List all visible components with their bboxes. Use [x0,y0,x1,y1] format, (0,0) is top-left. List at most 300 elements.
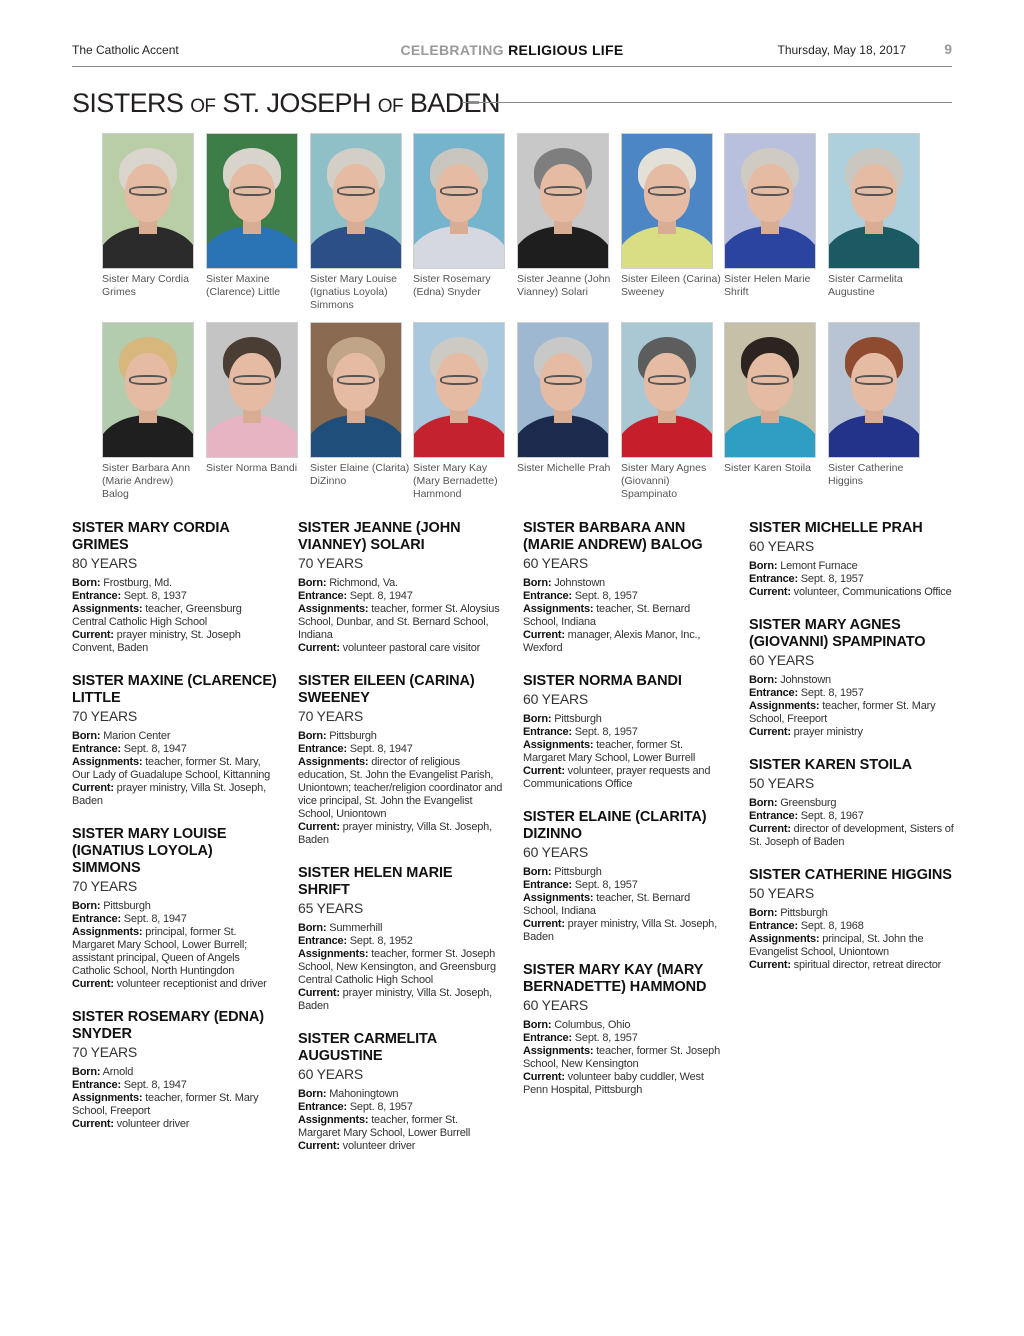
sister-name: SISTER MARY KAY (MARY BERNADETTE) HAMMOND [523,962,707,995]
assignments-label: Assignments: [72,1092,143,1104]
assignments-value: teacher, former St. Margaret Mary School, Lower Burrell [523,739,696,764]
born-value: Pittsburgh [554,866,602,878]
years-of-service: 60 YEARS [523,844,589,860]
portrait [621,133,721,299]
current-row [298,1140,503,1153]
entrance-label: Entrance: [749,687,798,699]
born-row [72,730,277,743]
entrance-row [72,1079,277,1092]
assignments-value: director of religious education, St. John the Evangelist Parish, Uniontown; teacher/religion coordinator and vice principal, St. John the Evangelist School, Uniontown [298,756,503,820]
current-label: Current: [72,1118,114,1130]
portrait-photo [206,322,298,458]
sister-entry [72,673,277,808]
born-value: Greensburg [780,797,837,809]
current-value: prayer ministry, Villa St. Joseph, Baden [298,987,492,1012]
current-value: manager, Alexis Manor, Inc., Wexford [523,629,701,654]
assignments-row [298,1114,503,1140]
glasses-icon [337,186,375,196]
portrait-photo [413,322,505,458]
portrait-photo [310,133,402,269]
sister-entry [749,617,954,739]
years-of-service: 50 YEARS [749,885,815,901]
sister-entry [523,962,728,1097]
assignments-row [749,700,954,726]
current-row [749,959,954,972]
glasses-icon [440,375,478,385]
born-row [749,560,954,573]
entrance-row [749,810,954,823]
entrance-label: Entrance: [298,935,347,947]
portrait-caption: Sister Rosemary (Edna) Snyder [413,273,491,298]
portrait-photo [517,133,609,269]
portrait-caption: Sister Mary Agnes (Giovanni) Spampinato [621,462,707,500]
entrance-value: Sept. 8, 1947 [123,913,187,925]
entrance-value: Sept. 8, 1947 [349,743,413,755]
portrait-caption: Sister Norma Bandi [206,462,298,474]
born-label: Born: [749,674,778,686]
current-row [72,978,277,991]
entrance-label: Entrance: [523,879,572,891]
portrait-photo [724,133,816,269]
glasses-icon [233,375,271,385]
current-label: Current: [72,978,114,990]
assignments-row [72,603,277,629]
assignments-label: Assignments: [749,700,820,712]
assignments-label: Assignments: [523,1045,594,1057]
entrance-label: Entrance: [523,1032,572,1044]
current-value: volunteer driver [116,1118,190,1130]
assignments-value: principal, St. John the Evangelist School, Uniontown [749,933,924,958]
assignments-row [72,756,277,782]
born-row [749,907,954,920]
entrance-label: Entrance: [72,743,121,755]
current-row [72,629,277,655]
years-of-service: 70 YEARS [72,1044,138,1060]
current-value: prayer ministry [793,726,863,738]
portrait [517,322,617,475]
portrait [517,133,617,299]
current-label: Current: [72,782,114,794]
current-row [72,782,277,808]
born-row [298,577,503,590]
born-row [298,730,503,743]
entrance-row [523,1032,728,1045]
title-word: SISTERS [72,88,184,118]
assignments-label: Assignments: [72,756,143,768]
born-row [523,1019,728,1032]
sister-name: SISTER BARBARA ANN (MARIE ANDREW) BALOG [523,520,703,553]
entrance-value: Sept. 8, 1957 [574,879,638,891]
entrance-row [523,726,728,739]
assignments-row [523,1045,728,1071]
entrance-value: Sept. 8, 1957 [574,726,638,738]
sister-entry [298,865,503,1013]
current-row [523,765,728,791]
article-column [72,520,277,1149]
current-row [523,629,728,655]
entrance-row [298,1101,503,1114]
glasses-icon [337,375,375,385]
page-number: 9 [944,41,952,57]
assignments-label: Assignments: [523,892,594,904]
born-value: Johnstown [780,674,831,686]
assignments-label: Assignments: [298,603,369,615]
portrait-row [102,322,922,512]
sister-entry [298,1031,503,1153]
born-value: Frostburg, Md. [103,577,172,589]
assignments-value: principal, former St. Margaret Mary School, Lower Burrell; assistant principal, Queen of Angels Catholic School, North Huntingdon [72,926,247,977]
current-value: volunteer baby cuddler, West Penn Hospital, Pittsburgh [523,1071,704,1096]
page-title [72,88,500,119]
portrait-caption: Sister Mary Louise (Ignatius Loyola) Simmons [310,273,397,311]
born-value: Pittsburgh [329,730,377,742]
born-label: Born: [72,577,101,589]
assignments-value: teacher, former St. Joseph School, New Kensington [523,1045,721,1070]
entrance-label: Entrance: [72,590,121,602]
assignments-row [72,926,277,978]
issue-date: Thursday, May 18, 2017 [777,43,906,57]
years-of-service: 70 YEARS [72,708,138,724]
entrance-row [749,687,954,700]
title-word: OF [190,96,216,117]
entrance-label: Entrance: [749,573,798,585]
current-value: prayer ministry, Villa St. Joseph, Baden [523,918,717,943]
entrance-value: Sept. 8, 1957 [574,1032,638,1044]
portrait [828,322,928,488]
entrance-label: Entrance: [523,726,572,738]
assignments-label: Assignments: [749,933,820,945]
portrait [102,322,202,501]
sister-name: SISTER HELEN MARIE SHRIFT [298,865,453,898]
born-row [749,674,954,687]
glasses-icon [648,375,686,385]
portrait-row [102,133,922,323]
assignments-row [298,948,503,987]
assignments-value: teacher, Greensburg Central Catholic High School [72,603,242,628]
page-header [72,40,952,67]
current-value: volunteer, Communications Office [793,586,952,598]
current-value: volunteer, prayer requests and Communications Office [523,765,711,790]
sister-entry [749,520,954,599]
portrait-photo [102,133,194,269]
sister-name: SISTER KAREN STOILA [749,757,912,773]
current-value: prayer ministry, St. Joseph Convent, Baden [72,629,241,654]
assignments-label: Assignments: [298,948,369,960]
current-label: Current: [298,987,340,999]
portrait-photo [621,133,713,269]
current-row [749,823,954,849]
current-row [298,642,503,655]
assignments-row [523,739,728,765]
sister-name: SISTER MAXINE (CLARENCE) LITTLE [72,673,277,706]
assignments-value: teacher, former St. Mary School, Freeport [72,1092,259,1117]
glasses-icon [129,186,167,196]
portrait-caption: Sister Maxine (Clarence) Little [206,273,281,298]
current-value: prayer ministry, Villa St. Joseph, Baden [72,782,266,807]
sister-name: SISTER MARY LOUISE (IGNATIUS LOYOLA) SIMMONS [72,826,227,876]
assignments-label: Assignments: [72,926,143,938]
born-value: Summerhill [329,922,383,934]
sister-entry [298,673,503,847]
entrance-row [298,935,503,948]
born-row [72,900,277,913]
assignments-row [523,603,728,629]
portrait [828,133,928,299]
entrance-value: Sept. 8, 1957 [800,687,864,699]
entrance-value: Sept. 8, 1957 [800,573,864,585]
born-value: Marion Center [103,730,171,742]
assignments-row [749,933,954,959]
current-value: director of development, Sisters of St. Joseph of Baden [749,823,954,848]
born-value: Pittsburgh [103,900,151,912]
assignments-row [72,1092,277,1118]
born-row [523,866,728,879]
sister-name: SISTER MARY CORDIA GRIMES [72,520,230,553]
current-value: volunteer driver [342,1140,416,1152]
portrait-photo [828,322,920,458]
assignments-value: teacher, former St. Aloysius School, Dunbar, and St. Bernard School, Indiana [298,603,500,641]
glasses-icon [129,375,167,385]
entrance-label: Entrance: [749,810,798,822]
born-label: Born: [298,577,327,589]
born-label: Born: [749,907,778,919]
sister-name: SISTER CARMELITA AUGUSTINE [298,1031,437,1064]
entrance-value: Sept. 8, 1957 [574,590,638,602]
portrait-photo [621,322,713,458]
born-label: Born: [523,713,552,725]
glasses-icon [855,186,893,196]
current-value: volunteer pastoral care visitor [342,642,481,654]
current-row [749,726,954,739]
years-of-service: 50 YEARS [749,775,815,791]
assignments-label: Assignments: [298,756,369,768]
current-label: Current: [298,1140,340,1152]
born-row [523,713,728,726]
born-label: Born: [523,577,552,589]
sister-entry [72,1009,277,1131]
born-row [523,577,728,590]
current-label: Current: [523,629,565,641]
glasses-icon [648,186,686,196]
sister-name: SISTER CATHERINE HIGGINS [749,867,952,883]
current-row [523,918,728,944]
entrance-value: Sept. 8, 1947 [123,743,187,755]
entrance-row [523,590,728,603]
assignments-row [298,603,503,642]
current-row [298,821,503,847]
portrait-photo [310,322,402,458]
assignments-label: Assignments: [298,1114,369,1126]
section-title-bold: RELIGIOUS LIFE [508,42,624,58]
current-value: prayer ministry, Villa St. Joseph, Baden [298,821,492,846]
portrait [724,133,824,299]
current-row [298,987,503,1013]
years-of-service: 60 YEARS [749,538,815,554]
born-value: Richmond, Va. [329,577,398,589]
born-label: Born: [749,797,778,809]
current-row [72,1118,277,1131]
current-label: Current: [749,959,791,971]
entrance-row [749,920,954,933]
born-row [298,1088,503,1101]
current-label: Current: [749,586,791,598]
years-of-service: 65 YEARS [298,900,364,916]
born-label: Born: [749,560,778,572]
portrait-photo [102,322,194,458]
born-label: Born: [298,730,327,742]
glasses-icon [544,375,582,385]
current-label: Current: [298,642,340,654]
sister-entry [749,757,954,849]
sister-name: SISTER MICHELLE PRAH [749,520,923,536]
years-of-service: 70 YEARS [298,708,364,724]
assignments-value: teacher, former St. Mary, Our Lady of Guadalupe School, Kittanning [72,756,271,781]
portrait [413,133,513,299]
publication-name: The Catholic Accent [72,43,179,57]
born-value: Pittsburgh [554,713,602,725]
assignments-label: Assignments: [523,603,594,615]
entrance-label: Entrance: [72,1079,121,1091]
title-word: OF [377,96,403,117]
portrait-caption: Sister Mary Cordia Grimes [102,273,189,298]
title-word: BADEN [409,88,500,118]
portrait-photo [517,322,609,458]
sister-entry [523,809,728,944]
born-label: Born: [72,900,101,912]
sister-entry [523,673,728,791]
born-value: Pittsburgh [780,907,828,919]
portrait-photo [206,133,298,269]
title-word: ST. JOSEPH [222,88,371,118]
current-label: Current: [298,821,340,833]
sister-name: SISTER ROSEMARY (EDNA) SNYDER [72,1009,264,1042]
portrait-caption: Sister Jeanne (John Vianney) Solari [517,273,611,298]
portrait [206,322,306,475]
born-row [72,1066,277,1079]
sister-name: SISTER NORMA BANDI [523,673,682,689]
assignments-value: teacher, St. Bernard School, Indiana [523,603,691,628]
title-rule [462,102,952,103]
assignments-value: teacher, St. Bernard School, Indiana [523,892,691,917]
assignments-value: teacher, former St. Joseph School, New Kensington, and Greensburg Central Catholic High School [298,948,496,986]
entrance-label: Entrance: [749,920,798,932]
born-label: Born: [523,1019,552,1031]
entrance-value: Sept. 8, 1957 [349,1101,413,1113]
born-label: Born: [72,730,101,742]
years-of-service: 60 YEARS [749,652,815,668]
born-value: Mahoningtown [329,1088,399,1100]
portrait-caption: Sister Eileen (Carina) Sweeney [621,273,721,298]
glasses-icon [544,186,582,196]
entrance-label: Entrance: [298,743,347,755]
portrait-caption: Sister Barbara Ann (Marie Andrew) Balog [102,462,191,500]
sister-entry [72,826,277,991]
assignments-row [298,756,503,821]
assignments-label: Assignments: [72,603,143,615]
glasses-icon [233,186,271,196]
section-title-light: CELEBRATING [400,42,504,58]
portrait [102,133,202,299]
born-row [72,577,277,590]
portrait [310,133,410,312]
entrance-label: Entrance: [298,590,347,602]
born-row [749,797,954,810]
current-label: Current: [523,1071,565,1083]
sister-entry [749,867,954,972]
years-of-service: 60 YEARS [523,555,589,571]
sister-name: SISTER JEANNE (JOHN VIANNEY) SOLARI [298,520,461,553]
portrait-photo [413,133,505,269]
assignments-row [523,892,728,918]
assignments-value: teacher, former St. Mary School, Freeport [749,700,936,725]
portrait [724,322,824,475]
portrait-caption: Sister Helen Marie Shrift [724,273,811,298]
entrance-label: Entrance: [72,913,121,925]
portrait-caption: Sister Catherine Higgins [828,462,904,487]
current-label: Current: [749,726,791,738]
current-label: Current: [523,765,565,777]
entrance-value: Sept. 8, 1967 [800,810,864,822]
born-value: Arnold [102,1066,134,1078]
portrait-caption: Sister Mary Kay (Mary Bernadette) Hammond [413,462,498,500]
portrait-photo [724,322,816,458]
sister-name: SISTER EILEEN (CARINA) SWEENEY [298,673,475,706]
glasses-icon [440,186,478,196]
article-column [298,520,503,1171]
sister-entry [72,520,277,655]
glasses-icon [855,375,893,385]
born-label: Born: [298,922,327,934]
portrait [206,133,306,299]
entrance-label: Entrance: [298,1101,347,1113]
portrait-photo [828,133,920,269]
years-of-service: 80 YEARS [72,555,138,571]
portrait [310,322,410,488]
entrance-row [72,590,277,603]
years-of-service: 60 YEARS [523,997,589,1013]
born-value: Johnstown [554,577,605,589]
entrance-row [72,913,277,926]
assignments-label: Assignments: [523,739,594,751]
article-column [523,520,728,1115]
sister-name: SISTER MARY AGNES (GIOVANNI) SPAMPINATO [749,617,926,650]
portrait-caption: Sister Carmelita Augustine [828,273,903,298]
entrance-row [749,573,954,586]
entrance-value: Sept. 8, 1952 [349,935,413,947]
portrait [413,322,513,501]
current-value: volunteer receptionist and driver [116,978,267,990]
years-of-service: 70 YEARS [72,878,138,894]
current-label: Current: [72,629,114,641]
entrance-value: Sept. 8, 1937 [123,590,187,602]
current-label: Current: [749,823,791,835]
portrait-caption: Sister Elaine (Clarita) DiZinno [310,462,410,487]
entrance-value: Sept. 8, 1968 [800,920,864,932]
born-label: Born: [72,1066,101,1078]
born-label: Born: [298,1088,327,1100]
sister-entry [298,520,503,655]
entrance-row [298,743,503,756]
portrait-caption: Sister Michelle Prah [517,462,611,474]
years-of-service: 60 YEARS [523,691,589,707]
born-row [298,922,503,935]
years-of-service: 60 YEARS [298,1066,364,1082]
born-label: Born: [523,866,552,878]
portrait [621,322,721,501]
sister-name: SISTER ELAINE (CLARITA) DIZINNO [523,809,707,842]
current-row [523,1071,728,1097]
glasses-icon [751,375,789,385]
